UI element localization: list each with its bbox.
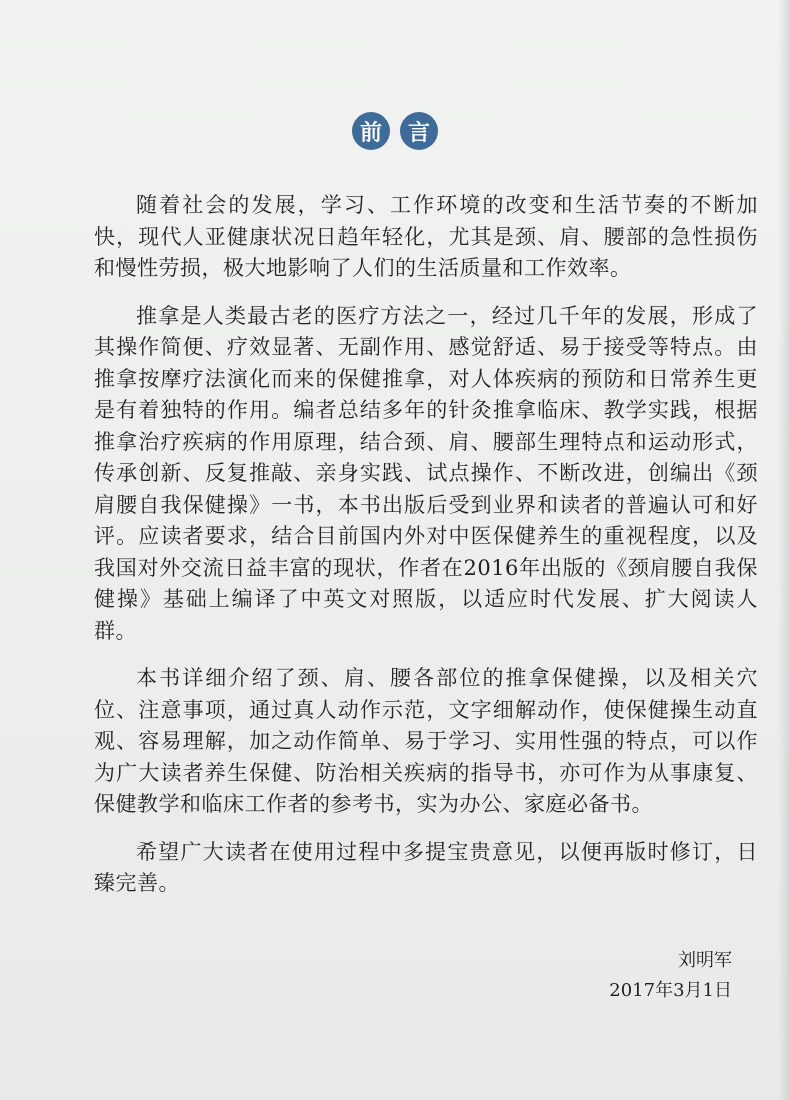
page-edge-shadow <box>778 0 790 1100</box>
page-title <box>0 112 790 150</box>
author-signature: 刘明军 <box>678 950 732 971</box>
title-char-1: 前 <box>352 112 390 150</box>
preface-body <box>94 190 758 916</box>
paragraph-3: 本书详细介绍了颈、肩、腰各部位的推拿保健操，以及相关穴位、注意事项，通过真人动作示范，文字细解动作，使保健操生动直观、容易理解，加之动作简单、易于学习、实用性强的特点，可以作为广大读者养生保健、防治相关疾病的指导书，亦可作为从事康复、保健教学和临床工作者的参考书，实为办公、家庭必备书。 <box>94 666 758 816</box>
paragraph-2: 推拿是人类最古老的医疗方法之一，经过几千年的发展，形成了其操作简便、疗效显著、无副作用、感觉舒适、易于接受等特点。由推拿按摩疗法演化而来的保健推拿，对人体疾病的预防和日常养生更是有着独特的作用。编者总结多年的针灸推拿临床、教学实践，根据推拿治疗疾病的作用原理，结合颈、肩、腰部生理特点和运动形式，传承创新、反复推敲、亲身实践、试点操作、不断改进，创编出《颈肩腰自我保健操》一书，本书出版后受到业界和读者的普遍认可和好评。应读者要求，结合目前国内外对中医保健养生的重视程度，以及我国对外交流日益丰富的现状，作者在2016年出版的《颈肩腰自我保健操》基础上编译了中英文对照版，以适应时代发展、扩大阅读人群。 <box>94 303 758 643</box>
signature-date: 2017年3月1日 <box>609 980 732 1001</box>
paragraph-1: 随着社会的发展，学习、工作环境的改变和生活节奏的不断加快，现代人亚健康状况日趋年轻化，尤其是颈、肩、腰部的急性损伤和慢性劳损，极大地影响了人们的生活质量和工作效率。 <box>94 193 758 280</box>
paragraph-4: 希望广大读者在使用过程中多提宝贵意见，以便再版时修订，日臻完善。 <box>94 839 758 895</box>
title-char-2: 言 <box>400 112 438 150</box>
